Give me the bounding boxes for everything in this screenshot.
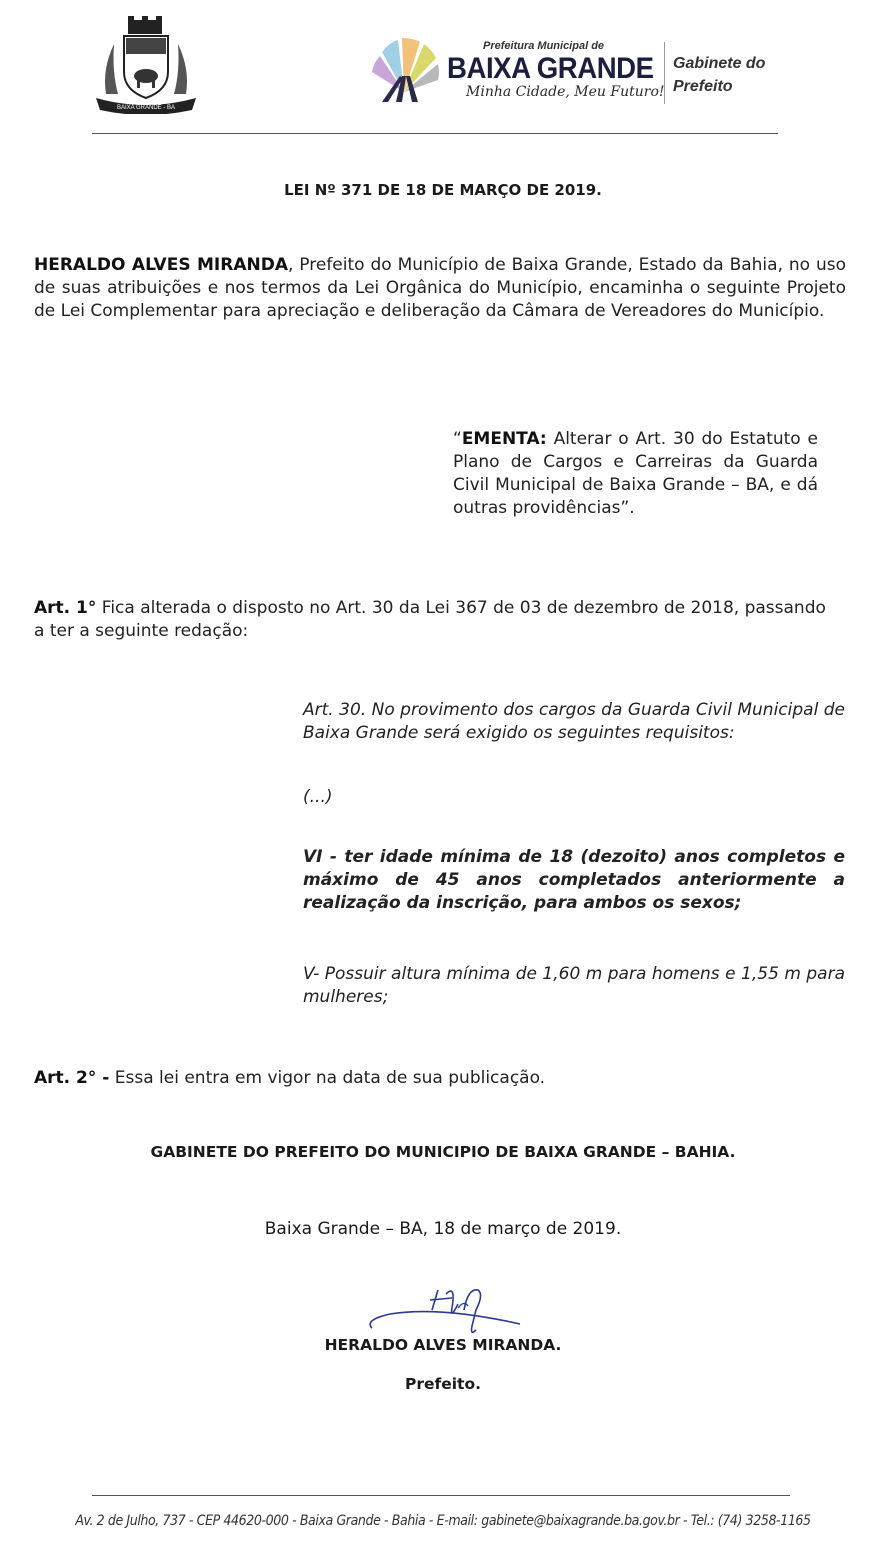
office-closing-line: GABINETE DO PREFEITO DO MUNICIPIO DE BAIXA GRANDE – BAHIA. — [150, 1143, 736, 1161]
ementa-open-quote: “ — [453, 429, 462, 449]
ementa-text: Alterar o Art. 30 do Estatuto e Plano de Cargos e Carreiras da Guarda Civil Municipal de Baixa Grande – BA, e dá outras providências”. — [453, 429, 818, 518]
article-1-label: Art. 1° — [34, 598, 97, 618]
article-2-text: Essa lei entra em vigor na data de sua publicação. — [109, 1068, 546, 1088]
brand-name: BAIXA GRANDE — [447, 52, 654, 85]
sunburst-logo-icon — [366, 32, 442, 104]
signer-role: Prefeito. — [404, 1375, 482, 1393]
article-30-quote: Art. 30. No provimento dos cargos da Guarda Civil Municipal de Baixa Grande será exigido os seguintes requisitos: — [303, 700, 845, 743]
item-v: V- Possuir altura mínima de 1,60 m para homens e 1,55 m para mulheres; — [303, 964, 845, 1007]
intro-name: HERALDO ALVES MIRANDA — [34, 255, 288, 275]
signature-image — [360, 1280, 530, 1342]
place-date: Baixa Grande – BA, 18 de março de 2019. — [264, 1219, 622, 1239]
brand-slogan: Minha Cidade, Meu Futuro! — [466, 84, 665, 100]
brand-prefeitura-label: Prefeitura Municipal de — [483, 40, 605, 52]
footer-address: Av. 2 de Julho, 737 - CEP 44620-000 - Baixa Grande - Bahia - E-mail: gabinete@baixagrande.ba.gov.br - Tel.: (74) 3258-1165 — [75, 1513, 811, 1529]
header-separator — [664, 42, 665, 104]
quote-ellipsis: (...) — [303, 787, 333, 807]
law-title: LEI Nº 371 DE 18 DE MARÇO DE 2019. — [284, 181, 602, 199]
coat-of-arms-ribbon-text: BAIXA GRANDE - BA — [116, 105, 176, 111]
article-2 — [34, 1067, 545, 1090]
item-vi: VI - ter idade mínima de 18 (dezoito) anos completos e máximo de 45 anos completados anteriormente a realização da inscrição, para ambos os sexos; — [303, 847, 845, 913]
ementa-label: EMENTA: — [461, 429, 547, 449]
signer-name: HERALDO ALVES MIRANDA. — [324, 1336, 562, 1354]
intro-text: , Prefeito do Município de Baixa Grande, Estado da Bahia, no uso de suas atribuições e nos termos da Lei Orgânica do Município, encaminha o seguinte Projeto de Lei Complementar para apreciação e deliberação da Câmara de Vereadores do Município. — [34, 255, 847, 321]
ementa-paragraph — [453, 428, 818, 520]
header-divider — [92, 133, 778, 134]
article-1 — [34, 597, 830, 643]
footer-divider — [92, 1495, 790, 1496]
intro-paragraph — [34, 254, 846, 323]
coat-of-arms-logo — [88, 14, 204, 114]
article-2-label: Art. 2° - — [34, 1068, 110, 1088]
office-label: Gabinete do Prefeito — [673, 55, 766, 95]
article-1-text: Fica alterada o disposto no Art. 30 da Lei 367 de 03 de dezembro de 2018, passando a ter a seguinte redação: — [34, 598, 826, 641]
